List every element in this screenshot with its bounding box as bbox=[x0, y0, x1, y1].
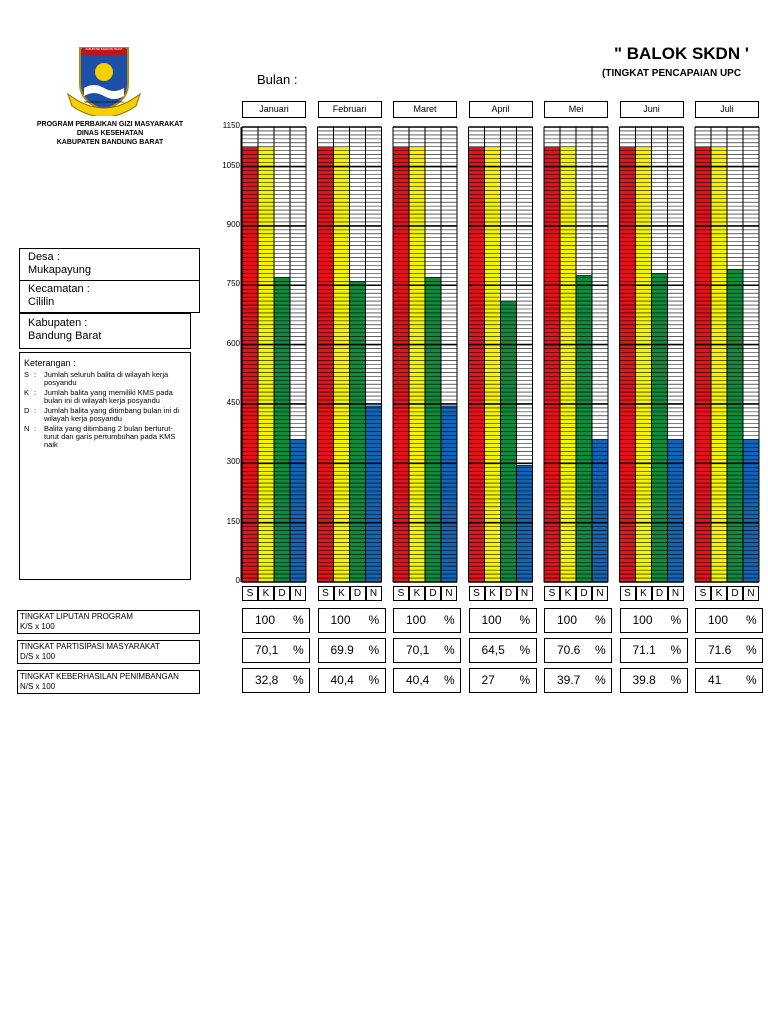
legend-text: Jumlah seluruh balita di wilayah kerja posyandu bbox=[44, 370, 169, 387]
percent-value: 70,1 bbox=[255, 643, 279, 657]
percent-value: 100 bbox=[481, 613, 502, 627]
y-tick-label: 750 bbox=[226, 279, 240, 289]
percent-symbol: % bbox=[746, 613, 757, 627]
percent-value: 40,4 bbox=[330, 673, 354, 687]
bar-letter-label: D bbox=[652, 586, 668, 601]
y-tick-label: 900 bbox=[226, 219, 240, 229]
percent-box bbox=[469, 608, 537, 633]
bar-letter-label: S bbox=[393, 586, 409, 601]
indicator-formula: D/S x 100 bbox=[20, 652, 56, 661]
bar-letter-label: N bbox=[290, 586, 306, 601]
percent-box bbox=[318, 668, 386, 693]
month-header: Februari bbox=[318, 101, 382, 118]
percent-symbol: % bbox=[670, 613, 682, 627]
bar-letter-label: K bbox=[636, 586, 652, 601]
indicator-title: TINGKAT KEBERHASILAN PENIMBANGAN bbox=[20, 672, 179, 681]
bar-letter-label: D bbox=[727, 586, 743, 601]
percent-symbol: % bbox=[746, 643, 757, 657]
legend-key: S bbox=[24, 370, 30, 379]
y-tick-label: 0 bbox=[235, 576, 240, 585]
percent-symbol: % bbox=[444, 673, 455, 687]
bar-letter-label: K bbox=[560, 586, 576, 601]
bar-letter-label: D bbox=[425, 586, 441, 601]
percent-symbol: % bbox=[519, 613, 531, 627]
bar-letter-label: K bbox=[258, 586, 274, 601]
y-tick-label: 450 bbox=[226, 397, 240, 407]
percent-symbol: % bbox=[368, 613, 380, 627]
percent-value: 71.1 bbox=[632, 643, 656, 657]
logo-ribbon-text: WIBAWA MUKTI KERTA RAHARJA bbox=[84, 101, 124, 104]
percent-box bbox=[544, 668, 612, 693]
percent-box bbox=[318, 638, 386, 663]
percent-box bbox=[695, 608, 763, 633]
percent-box bbox=[393, 608, 461, 633]
percent-value: 39.7 bbox=[557, 673, 581, 687]
bar-letter-label: K bbox=[485, 586, 501, 601]
y-tick-label: 1150 bbox=[222, 121, 240, 130]
indicator-label-partisipasi bbox=[17, 640, 200, 664]
desa-label: Desa : bbox=[28, 251, 60, 263]
legend-item-k: K : Jumlah balita yang memiliki KMS pada bulan ini di wilayah kerja posyandu bbox=[24, 389, 186, 405]
percent-box bbox=[620, 638, 688, 663]
legend-key: K bbox=[24, 388, 30, 397]
percent-box bbox=[242, 638, 310, 663]
percent-box bbox=[242, 608, 310, 633]
percent-symbol: % bbox=[293, 643, 304, 657]
percent-value: 70.6 bbox=[557, 643, 581, 657]
indicator-label-liputan bbox=[17, 610, 200, 634]
percent-symbol: % bbox=[746, 673, 757, 687]
percent-value: 69.9 bbox=[330, 643, 354, 657]
percent-symbol: % bbox=[595, 613, 606, 627]
bar-letter-label: N bbox=[366, 586, 382, 601]
indicator-title: TINGKAT PARTISIPASI MASYARAKAT bbox=[20, 642, 160, 651]
percent-value: 27 bbox=[481, 673, 495, 687]
bar-letter-label: S bbox=[469, 586, 485, 601]
bar-letter-label: K bbox=[711, 586, 727, 601]
percent-box bbox=[544, 608, 612, 633]
bar-letter-label: K bbox=[409, 586, 425, 601]
bar-n-maret bbox=[441, 406, 457, 582]
bar-letter-label: N bbox=[441, 586, 457, 601]
percent-value: 100 bbox=[708, 613, 729, 627]
percent-symbol: % bbox=[670, 643, 682, 657]
page-title: " BALOK SKDN ' bbox=[614, 44, 749, 63]
percent-symbol: % bbox=[368, 643, 380, 657]
bar-letter-label: D bbox=[274, 586, 290, 601]
month-header: Januari bbox=[242, 101, 306, 118]
kecamatan-label: Kecamatan : bbox=[28, 283, 90, 295]
bar-letter-label: D bbox=[350, 586, 366, 601]
page-subtitle: (TINGKAT PENCAPAIAN UPC bbox=[602, 68, 742, 79]
month-header: Mei bbox=[544, 101, 608, 118]
legend-key: D bbox=[24, 406, 30, 415]
desa-value: Mukapayung bbox=[28, 264, 91, 276]
percent-symbol: % bbox=[444, 643, 455, 657]
month-header: Juni bbox=[620, 101, 684, 118]
percent-value: 100 bbox=[255, 613, 276, 627]
bar-d-mei bbox=[576, 275, 592, 582]
org-line-3: KABUPATEN BANDUNG BARAT bbox=[56, 139, 164, 146]
percent-symbol: % bbox=[293, 613, 304, 627]
percent-symbol: % bbox=[519, 673, 531, 687]
month-header: Maret bbox=[393, 101, 457, 118]
percent-box bbox=[469, 668, 537, 693]
kabupaten-value: Bandung Barat bbox=[28, 330, 102, 342]
percent-symbol: % bbox=[519, 643, 531, 657]
bulan-label: Bulan : bbox=[257, 72, 298, 87]
legend-title: Keterangan : bbox=[24, 358, 76, 368]
bar-n-april bbox=[517, 465, 533, 582]
percent-box bbox=[318, 608, 386, 633]
legend-text: Jumlah balita yang memiliki KMS pada bulan ini di wilayah kerja posyandu bbox=[44, 388, 173, 405]
legend-text: Jumlah balita yang ditimbang bulan ini di wilayah kerja posyandu bbox=[44, 406, 180, 423]
indicator-formula: N/S x 100 bbox=[20, 682, 56, 691]
legend-text: Balita yang ditimbang 2 bulan berturut-turut dan garis pertumbuhan pada KMS naik bbox=[44, 424, 176, 449]
legend-item-s: S : Jumlah seluruh balita di wilayah kerja posyandu bbox=[24, 371, 186, 387]
bar-d-januari bbox=[274, 277, 290, 582]
bar-letter-label: N bbox=[517, 586, 533, 601]
y-tick-label: 1050 bbox=[222, 160, 240, 170]
percent-box bbox=[695, 638, 763, 663]
percent-value: 100 bbox=[330, 613, 351, 627]
percent-box bbox=[393, 638, 461, 663]
org-line-1: PROGRAM PERBAIKAN GIZI MASYARAKAT bbox=[36, 121, 184, 128]
bar-d-juli bbox=[727, 269, 743, 582]
percent-symbol: % bbox=[368, 673, 380, 687]
bar-letter-label: K bbox=[334, 586, 350, 601]
bar-letter-label: S bbox=[318, 586, 334, 601]
bar-n-februari bbox=[366, 406, 382, 582]
percent-value: 70,1 bbox=[406, 643, 430, 657]
percent-box bbox=[620, 608, 688, 633]
bar-letter-label: S bbox=[544, 586, 560, 601]
percent-box bbox=[544, 638, 612, 663]
percent-value: 71.6 bbox=[708, 643, 732, 657]
month-header: Juli bbox=[695, 101, 759, 118]
bar-letter-label: D bbox=[501, 586, 517, 601]
y-tick-label: 300 bbox=[226, 457, 240, 467]
percent-symbol: % bbox=[595, 643, 606, 657]
bar-letter-label: S bbox=[242, 586, 258, 601]
bar-letter-label: N bbox=[743, 586, 759, 601]
org-line-2: DINAS KESEHATAN bbox=[76, 130, 144, 137]
percent-symbol: % bbox=[595, 673, 606, 687]
indicator-label-keberhasilan bbox=[17, 670, 200, 694]
percent-value: 100 bbox=[406, 613, 427, 627]
legend-item-d: D : Jumlah balita yang ditimbang bulan ini di wilayah kerja posyandu bbox=[24, 407, 186, 423]
percent-value: 41 bbox=[708, 673, 722, 687]
indicator-formula: K/S x 100 bbox=[20, 622, 55, 631]
percent-symbol: % bbox=[444, 613, 455, 627]
percent-value: 64,5 bbox=[481, 643, 505, 657]
percent-value: 100 bbox=[557, 613, 578, 627]
percent-symbol: % bbox=[293, 673, 304, 687]
percent-value: 40,4 bbox=[406, 673, 430, 687]
bar-d-april bbox=[501, 301, 517, 582]
month-header: April bbox=[469, 101, 533, 118]
kecamatan-value: Cililin bbox=[28, 296, 55, 308]
bar-letter-label: D bbox=[576, 586, 592, 601]
logo-top-text: KABUPATEN BANDUNG BARAT bbox=[85, 48, 123, 51]
y-tick-label: 600 bbox=[226, 338, 240, 348]
percent-value: 100 bbox=[632, 613, 653, 627]
bar-d-maret bbox=[425, 277, 441, 582]
bar-letter-label: S bbox=[620, 586, 636, 601]
bar-letter-label: N bbox=[592, 586, 608, 601]
percent-box bbox=[242, 668, 310, 693]
percent-box bbox=[695, 668, 763, 693]
percent-value: 39.8 bbox=[632, 673, 656, 687]
legend-key: N bbox=[24, 424, 30, 433]
bar-letter-label: S bbox=[695, 586, 711, 601]
kabupaten-label: Kabupaten : bbox=[28, 317, 88, 329]
bar-letter-label: N bbox=[668, 586, 684, 601]
indicator-title: TINGKAT LIPUTAN PROGRAM bbox=[20, 612, 133, 621]
y-tick-label: 150 bbox=[226, 516, 240, 526]
percent-box bbox=[393, 668, 461, 693]
percent-box bbox=[620, 668, 688, 693]
percent-value: 32,8 bbox=[255, 673, 279, 687]
percent-symbol: % bbox=[670, 673, 682, 687]
legend-item-n: N : Balita yang ditimbang 2 bulan berturut-turut dan garis pertumbuhan pada KMS naik bbox=[24, 425, 186, 449]
percent-box bbox=[469, 638, 537, 663]
